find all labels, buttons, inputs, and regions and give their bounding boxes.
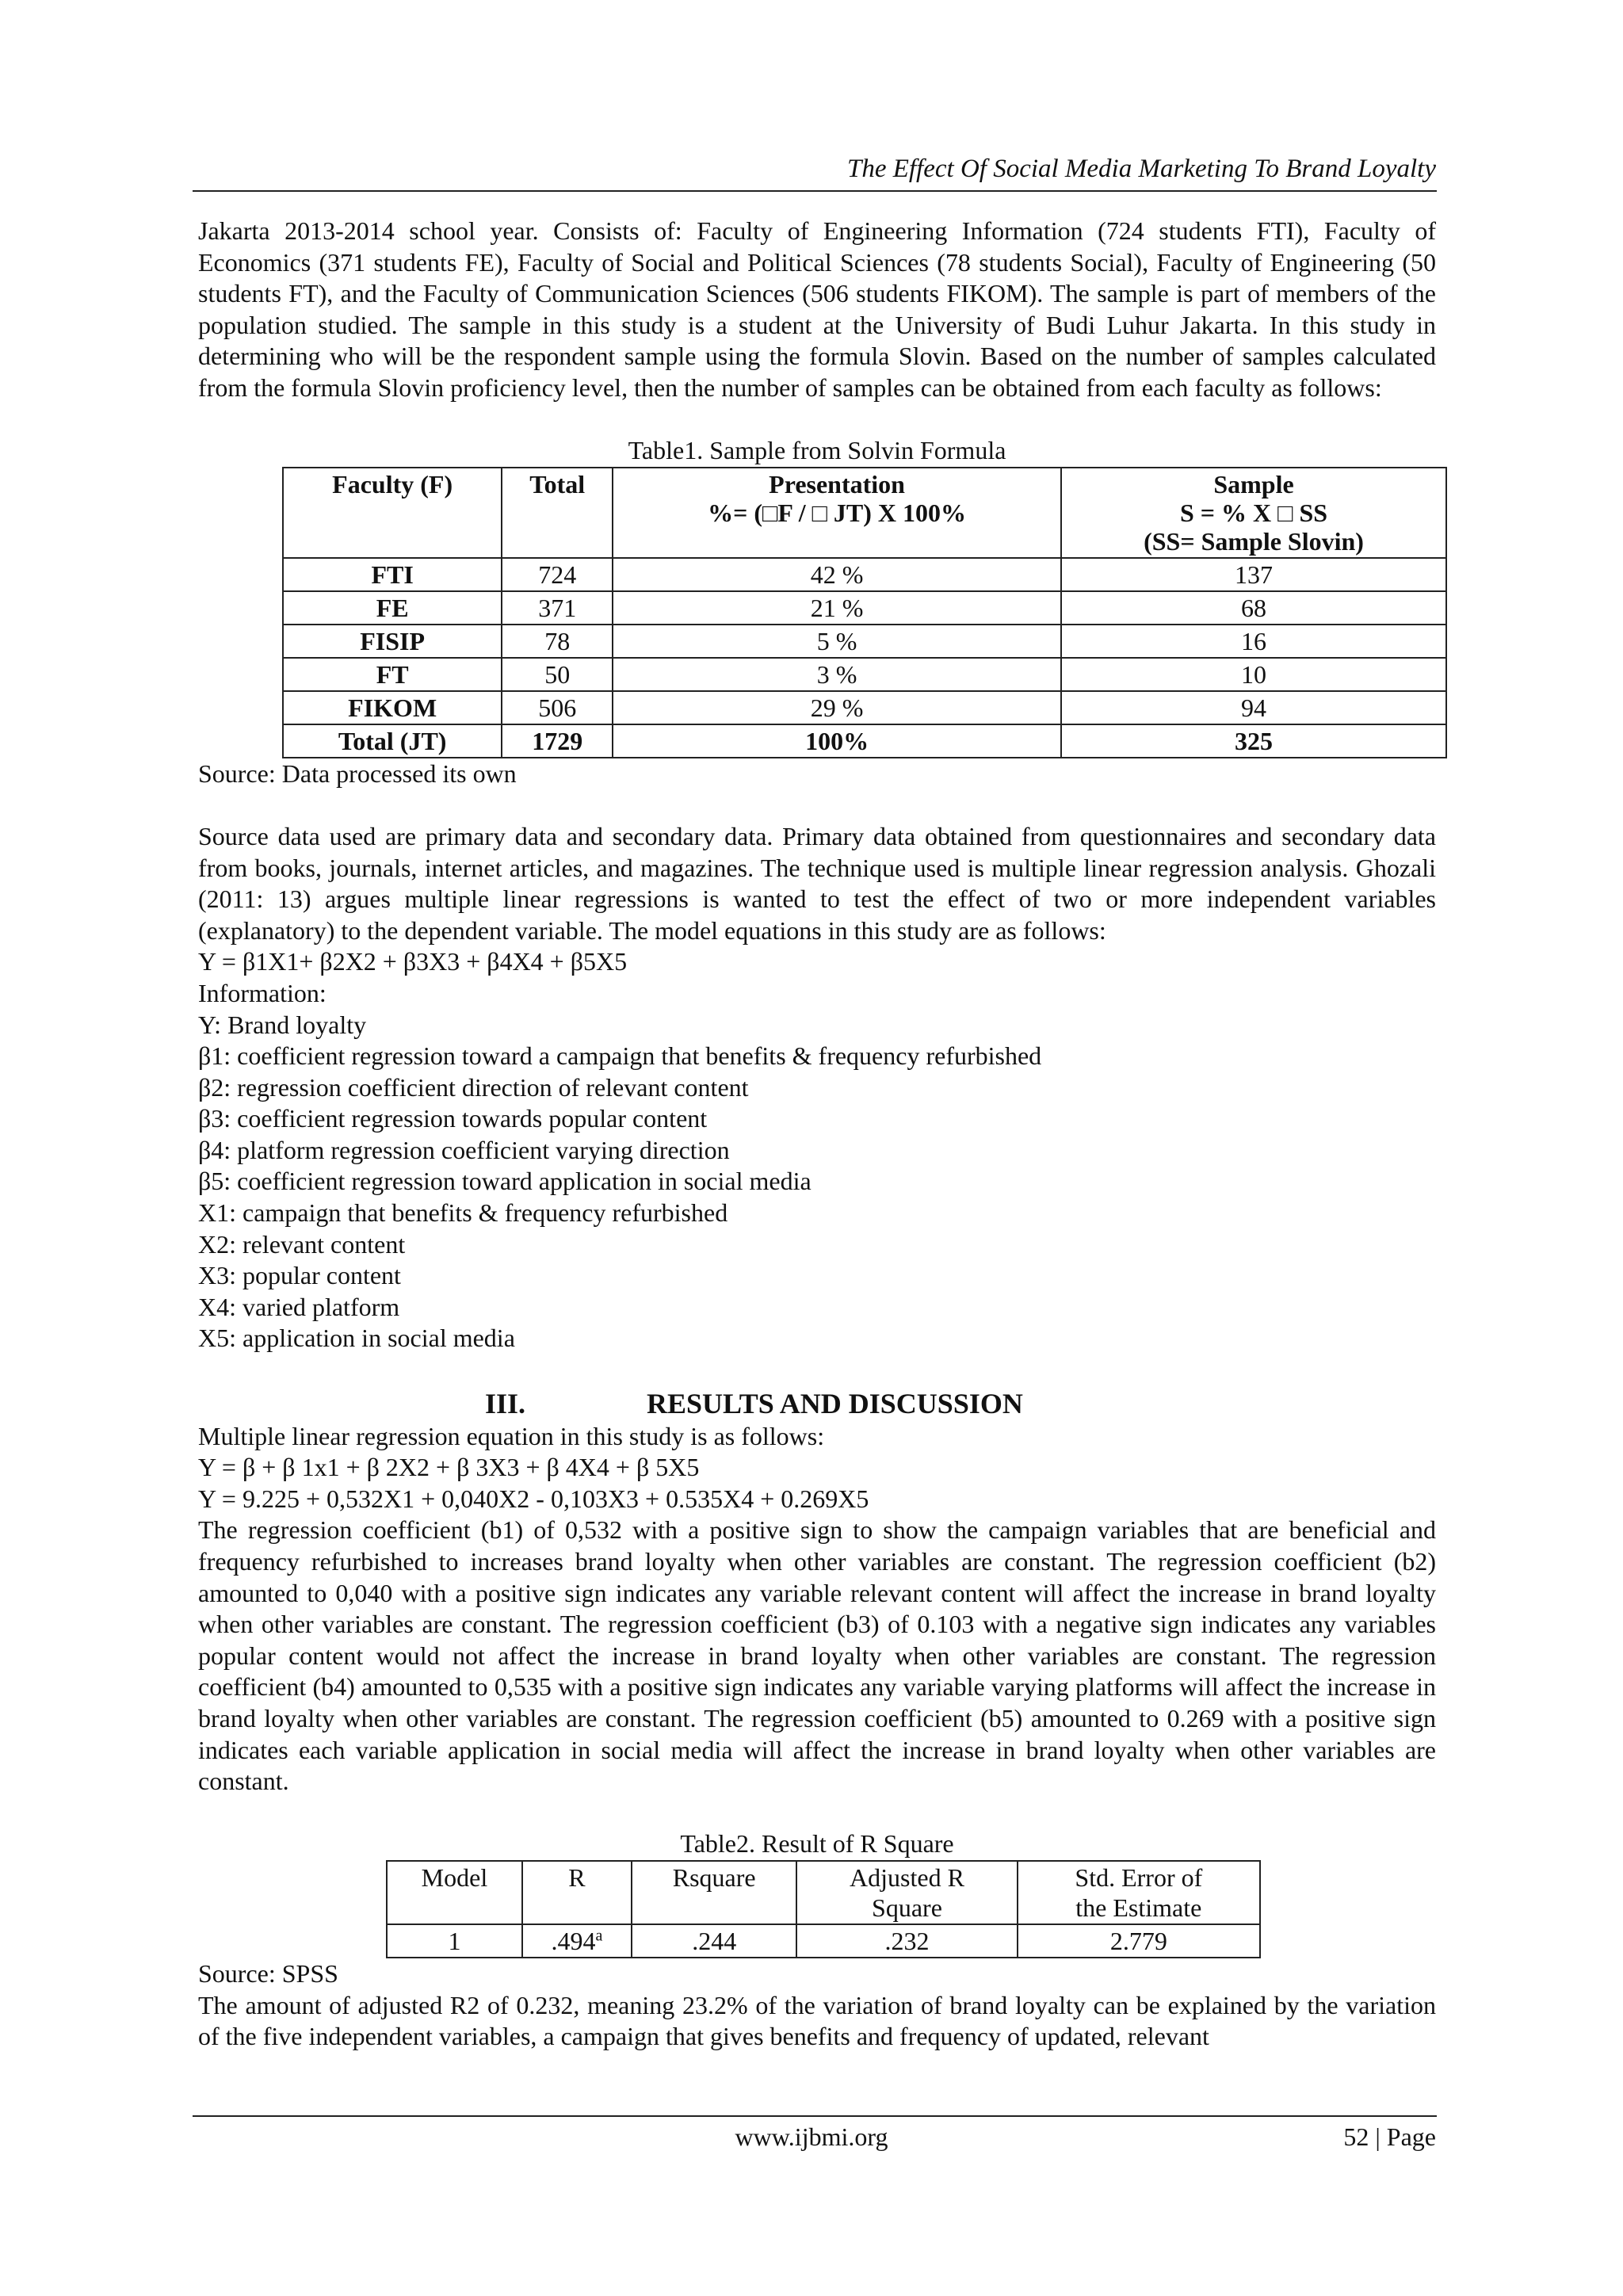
table1-total-total: 1729: [502, 724, 613, 758]
list-item: β5: coefficient regression toward application in social media: [198, 1167, 812, 1196]
list-item: Y: Brand loyalty: [198, 1010, 367, 1039]
table1-cell-pct: 42 %: [613, 558, 1061, 591]
table-row: [283, 625, 1446, 658]
table2-header-row: [387, 1861, 1260, 1924]
section-heading: [198, 1386, 1436, 1421]
table1-total-label: Total (JT): [283, 724, 502, 758]
table2-cell-rsquare: .244: [632, 1924, 796, 1958]
table1-cell-pct: 29 %: [613, 691, 1061, 724]
intro-paragraph: Jakarta 2013-2014 school year. Consists of: Faculty of Engineering Information (724 students FTI), Faculty of Economics (371 students FE), Faculty of Social and Political Sciences (78 students Social), Faculty of Engineering (50 students FT), and the Faculty of Communication Sciences (506 students FIKOM). The sample is part of members of the population studied. The sample in this study is a student at the University of Budi Luhur Jakarta. In this study in determining who will be the respondent sample using the formula Slovin. Based on the number of samples calculated from the formula Slovin proficiency level, then the number of samples can be obtained from each faculty as follows:: [198, 216, 1436, 402]
table-row: [283, 558, 1446, 591]
table1-cell-total: 506: [502, 691, 613, 724]
table1-cell-total: 724: [502, 558, 613, 591]
table1-header-faculty: Faculty (F): [283, 468, 502, 558]
table2-cell-r: .494$^a$: [522, 1924, 632, 1958]
table-row: [283, 658, 1446, 691]
table1-source: Source: Data processed its own: [198, 758, 517, 788]
table1-cell-sample: 68: [1061, 591, 1446, 625]
table2-cell-model: 1: [387, 1924, 522, 1958]
table2-header-rsquare: Rsquare: [632, 1861, 796, 1924]
table1-cell-pct: 3 %: [613, 658, 1061, 691]
footnote-marker: a: [595, 1927, 603, 1945]
table2: [386, 1860, 1261, 1958]
table1-cell-sample: 137: [1061, 558, 1446, 591]
table1-cell-sample: 94: [1061, 691, 1446, 724]
list-item: X4: varied platform: [198, 1292, 400, 1321]
table2-header-model: Model: [387, 1861, 522, 1924]
table1-total-pct: 100%: [613, 724, 1061, 758]
table1-cell-sample: 16: [1061, 625, 1446, 658]
header-rule: [193, 190, 1437, 192]
footer-site: www.ijbmi.org: [735, 2122, 888, 2151]
table1: [282, 467, 1447, 758]
table1-cell-total: 50: [502, 658, 613, 691]
table1-cell-faculty: FISIP: [283, 625, 502, 658]
table1-cell-pct: 21 %: [613, 591, 1061, 625]
footer-page-number: 52 | Page: [1343, 2122, 1436, 2151]
table2-header-r: R: [522, 1861, 632, 1924]
data-paragraph: Source data used are primary data and secondary data. Primary data obtained from questionnaires and secondary data from books, journals, internet articles, and magazines. The technique used is multiple linear regression analysis. Ghozali (2011: 13) argues multiple linear regressions is wanted to test the effect of two or more independent variables (explanatory) to the dependent variable. The model equations in this study are as follows:: [198, 821, 1436, 945]
table-row: [283, 591, 1446, 625]
model-equation: Y = β1X1+ β2X2 + β3X3 + β4X4 + β5X5: [198, 947, 628, 976]
list-item: β2: regression coefficient direction of relevant content: [198, 1072, 749, 1102]
section-number: III.: [485, 1387, 526, 1419]
list-item: X3: popular content: [198, 1261, 401, 1290]
regression-equation-general: Y = β + β 1x1 + β 2X2 + β 3X3 + β 4X4 + β 5X5: [198, 1453, 700, 1482]
list-item: X1: campaign that benefits & frequency refurbished: [198, 1198, 728, 1228]
footer-rule: [193, 2115, 1437, 2117]
table2-source: Source: SPSS: [198, 1958, 338, 1988]
table1-header-presentation: Presentation %= (□F / □ JT) X 100%: [613, 468, 1061, 558]
table1-caption: Table1. Sample from Solvin Formula: [628, 436, 1006, 465]
table2-caption: Table2. Result of R Square: [680, 1829, 954, 1859]
table1-cell-sample: 10: [1061, 658, 1446, 691]
table1-total-row: [283, 724, 1446, 758]
closing-paragraph: The amount of adjusted R2 of 0.232, meaning 23.2% of the variation of brand loyalty can be explained by the variation of the five independent variables, a campaign that gives benefits and frequency of updated, relevant: [198, 1990, 1436, 2051]
table1-cell-total: 78: [502, 625, 613, 658]
information-label: Information:: [198, 978, 327, 1007]
table1-header-sample: Sample S = % X □ SS (SS= Sample Slovin): [1061, 468, 1446, 558]
running-title: The Effect Of Social Media Marketing To Brand Loyalty: [846, 155, 1436, 183]
table1-cell-faculty: FT: [283, 658, 502, 691]
list-item: β1: coefficient regression toward a campaign that benefits & frequency refurbished: [198, 1041, 1042, 1071]
table1-cell-faculty: FTI: [283, 558, 502, 591]
section-intro: Multiple linear regression equation in this study is as follows:: [198, 1421, 825, 1450]
regression-equation-estimated: Y = 9.225 + 0,532X1 + 0,040X2 - 0,103X3 + 0.535X4 + 0.269X5: [198, 1484, 869, 1513]
table2-cell-std-error: 2.779: [1018, 1924, 1260, 1958]
table2-cell-adjusted: .232: [796, 1924, 1017, 1958]
list-item: X5: application in social media: [198, 1324, 515, 1353]
list-item: β4: platform regression coefficient varying direction: [198, 1135, 730, 1164]
list-item: β3: coefficient regression towards popular content: [198, 1104, 708, 1133]
section-title: RESULTS AND DISCUSSION: [647, 1387, 1023, 1419]
page-content: [198, 216, 1436, 2053]
table1-cell-faculty: FIKOM: [283, 691, 502, 724]
table1-cell-faculty: FE: [283, 591, 502, 625]
table-row: [387, 1924, 1260, 1958]
table2-header-adjusted: Adjusted R Square: [796, 1861, 1017, 1924]
discussion-paragraph: The regression coefficient (b1) of 0,532 with a positive sign to show the campaign variables that are beneficial and frequency refurbished to increases brand loyalty when other variables are constant. The regression coefficient (b2) amounted to 0,040 with a positive sign indicates any variable relevant content will affect the increase in brand loyalty when other variables are constant. The regression coefficient (b3) of 0.103 with a negative sign indicates any variables popular content would not affect the increase in brand loyalty when other variables are constant. The regression coefficient (b4) amounted to 0,535 with a positive sign indicates any variable varying platforms will affect the increase in brand loyalty when other variables are constant. The regression coefficient (b5) amounted to 0.269 with a positive sign indicates each variable application in social media will affect the increase in brand loyalty when other variables are constant.: [198, 1515, 1436, 1796]
table1-cell-total: 371: [502, 591, 613, 625]
list-item: X2: relevant content: [198, 1229, 406, 1259]
table-row: [283, 691, 1446, 724]
table1-header-row: [283, 468, 1446, 558]
table1-cell-pct: 5 %: [613, 625, 1061, 658]
table1-total-sample: 325: [1061, 724, 1446, 758]
table2-header-std-error: Std. Error of the Estimate: [1018, 1861, 1260, 1924]
table1-header-total: Total: [502, 468, 613, 558]
